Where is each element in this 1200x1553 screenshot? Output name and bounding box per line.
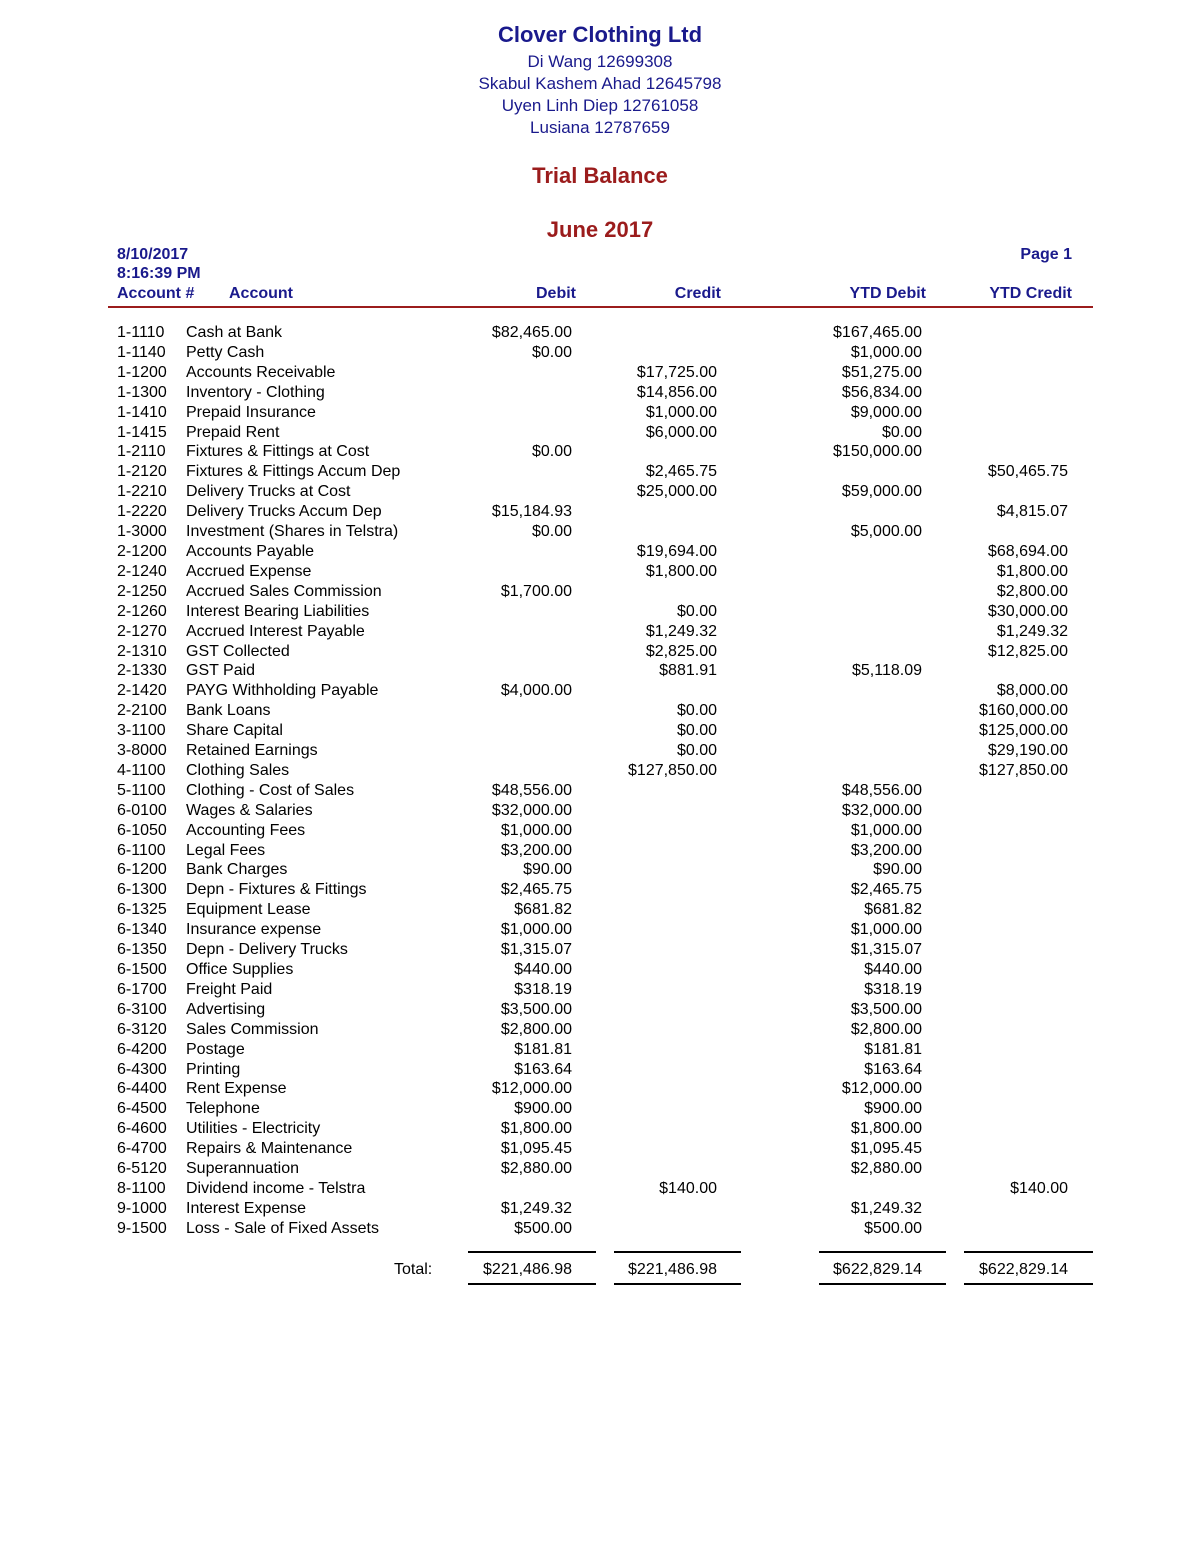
ytd-debit-value: $1,000.00 — [850, 821, 922, 839]
account-rows — [0, 323, 1200, 1239]
account-number: 1-1140 — [117, 343, 166, 361]
ytd-credit-value: $2,800.00 — [996, 582, 1068, 600]
account-number: 6-1500 — [117, 961, 167, 978]
debit-value: $12,000.00 — [491, 1080, 572, 1098]
ytd-debit-value: $56,834.00 — [841, 383, 922, 401]
account-name: Dividend income - Telstra — [186, 1179, 366, 1197]
total-ytd-debit: $622,829.14 — [833, 1261, 922, 1278]
column-header-account-no: Account # — [117, 285, 195, 302]
ytd-debit-value: $2,465.75 — [850, 881, 922, 899]
table-row — [0, 1020, 1200, 1040]
credit-value: $2,825.00 — [645, 642, 717, 660]
ytd-credit-value: $12,825.00 — [987, 642, 1068, 660]
account-number: 6-4300 — [117, 1060, 167, 1078]
total-underline-ytd-credit — [964, 1283, 1093, 1285]
account-number: 3-1100 — [117, 722, 166, 740]
account-name: Prepaid Rent — [186, 423, 280, 441]
account-number: 2-1270 — [117, 622, 167, 640]
account-number: 4-1100 — [117, 761, 166, 779]
debit-value: $1,315.07 — [500, 941, 572, 959]
column-header-account: Account — [229, 285, 293, 302]
debit-value: $681.82 — [514, 901, 572, 919]
table-row — [0, 1119, 1200, 1139]
account-name: Accounts Receivable — [186, 363, 336, 381]
debit-value: $2,465.75 — [500, 881, 572, 899]
ytd-debit-value: $500.00 — [864, 1219, 922, 1237]
account-number: 1-1300 — [117, 383, 167, 401]
account-number: 1-1415 — [117, 423, 167, 441]
ytd-credit-value: $1,800.00 — [996, 562, 1068, 580]
account-number: 2-1310 — [117, 642, 167, 660]
debit-value: $3,200.00 — [500, 841, 572, 859]
table-row — [0, 1139, 1200, 1159]
table-row — [0, 403, 1200, 423]
account-name: Retained Earnings — [186, 742, 318, 760]
account-number: 5-1100 — [117, 781, 166, 799]
ytd-debit-value: $9,000.00 — [850, 403, 922, 421]
account-number: 6-1350 — [117, 941, 167, 959]
ytd-debit-value: $48,556.00 — [841, 781, 922, 799]
column-header-credit: Credit — [674, 285, 721, 302]
table-row — [0, 323, 1200, 343]
ytd-debit-value: $150,000.00 — [833, 443, 922, 461]
account-name: Interest Expense — [186, 1199, 307, 1217]
total-line-ytd-debit — [819, 1251, 946, 1253]
account-number: 8-1100 — [117, 1179, 166, 1197]
account-name: Superannuation — [186, 1160, 299, 1178]
account-name: Bank Loans — [186, 702, 271, 720]
account-name: Rent Expense — [186, 1080, 287, 1098]
total-ytd-credit: $622,829.14 — [979, 1261, 1068, 1278]
account-name: Loss - Sale of Fixed Assets — [186, 1219, 379, 1237]
ytd-debit-value: $90.00 — [873, 861, 922, 879]
table-row — [0, 880, 1200, 900]
account-name: Insurance expense — [186, 921, 322, 939]
total-underline-debit — [468, 1283, 596, 1285]
account-name: Advertising — [186, 1000, 266, 1018]
ytd-debit-value: $3,500.00 — [850, 1000, 922, 1018]
account-number: 1-2220 — [117, 503, 167, 521]
account-name: Bank Charges — [186, 861, 288, 879]
credit-value: $127,850.00 — [628, 761, 717, 779]
debit-value: $4,000.00 — [500, 682, 572, 700]
ytd-debit-value: $1,800.00 — [850, 1120, 922, 1138]
table-row — [0, 1099, 1200, 1119]
ytd-credit-value: $1,249.32 — [996, 622, 1068, 640]
table-row — [0, 343, 1200, 363]
account-number: 2-2100 — [117, 702, 167, 720]
table-row — [0, 920, 1200, 940]
account-number: 6-3100 — [117, 1000, 167, 1018]
account-number: 1-2110 — [117, 443, 166, 461]
account-name: Accrued Sales Commission — [186, 582, 382, 600]
account-number: 2-1200 — [117, 542, 167, 560]
total-underline-credit — [614, 1283, 741, 1285]
table-row — [0, 1060, 1200, 1080]
ytd-debit-value: $51,275.00 — [841, 363, 922, 381]
account-number: 6-4600 — [117, 1120, 167, 1138]
credit-value: $14,856.00 — [636, 383, 717, 401]
ytd-debit-value: $1,000.00 — [850, 921, 922, 939]
debit-value: $2,880.00 — [500, 1160, 572, 1178]
account-number: 6-1340 — [117, 921, 167, 939]
account-name: PAYG Withholding Payable — [186, 682, 379, 700]
table-row — [0, 582, 1200, 602]
account-number: 2-1330 — [117, 662, 167, 680]
report-time: 8:16:39 PM — [117, 265, 201, 282]
table-row — [0, 801, 1200, 821]
table-row — [0, 841, 1200, 861]
debit-value: $48,556.00 — [491, 781, 572, 799]
account-name: GST Collected — [186, 642, 290, 660]
account-name: GST Paid — [186, 662, 256, 680]
report-date: 8/10/2017 — [117, 246, 189, 263]
debit-value: $1,000.00 — [500, 921, 572, 939]
account-number: 6-4500 — [117, 1100, 167, 1118]
ytd-debit-value: $0.00 — [881, 423, 922, 441]
account-number: 1-1110 — [117, 324, 165, 341]
account-name: Cash at Bank — [186, 324, 283, 341]
account-name: Office Supplies — [186, 961, 294, 978]
total-debit: $221,486.98 — [483, 1261, 572, 1278]
total-label: Total: — [394, 1261, 433, 1278]
account-name: Prepaid Insurance — [186, 403, 316, 421]
ytd-credit-value: $8,000.00 — [996, 682, 1068, 700]
account-name: Depn - Delivery Trucks — [186, 941, 348, 959]
debit-value: $181.81 — [514, 1040, 572, 1058]
debit-value: $15,184.93 — [491, 503, 572, 521]
debit-value: $32,000.00 — [491, 801, 572, 819]
debit-value: $440.00 — [514, 961, 572, 978]
table-row — [0, 821, 1200, 841]
credit-value: $1,000.00 — [645, 403, 717, 421]
ytd-credit-value: $125,000.00 — [979, 722, 1068, 740]
table-row — [0, 363, 1200, 383]
ytd-debit-value: $1,095.45 — [850, 1140, 922, 1158]
debit-value: $0.00 — [531, 523, 572, 541]
ytd-debit-value: $32,000.00 — [841, 801, 922, 819]
account-name: Share Capital — [186, 722, 283, 740]
table-row — [0, 1040, 1200, 1060]
credit-value: $140.00 — [659, 1179, 717, 1197]
account-number: 1-3000 — [117, 523, 167, 541]
table-row — [0, 1219, 1200, 1239]
account-name: Inventory - Clothing — [186, 383, 325, 401]
ytd-credit-value: $4,815.07 — [996, 503, 1068, 521]
account-name: Fixtures & Fittings Accum Dep — [186, 463, 401, 481]
debit-value: $1,249.32 — [500, 1199, 572, 1217]
table-row — [0, 741, 1200, 761]
member-line: Uyen Linh Diep 12761058 — [501, 96, 699, 115]
account-number: 6-4700 — [117, 1140, 167, 1158]
account-name: Utilities - Electricity — [186, 1120, 321, 1138]
table-row — [0, 622, 1200, 642]
debit-value: $2,800.00 — [500, 1020, 572, 1038]
ytd-credit-value: $127,850.00 — [979, 761, 1068, 779]
account-number: 6-4400 — [117, 1080, 167, 1098]
account-name: Accrued Interest Payable — [186, 622, 365, 640]
debit-value: $82,465.00 — [491, 324, 572, 341]
member-line: Lusiana 12787659 — [530, 118, 670, 137]
account-number: 1-1410 — [117, 403, 167, 421]
account-name: Repairs & Maintenance — [186, 1140, 353, 1158]
credit-value: $2,465.75 — [645, 463, 717, 481]
account-number: 6-0100 — [117, 801, 167, 819]
table-row — [0, 761, 1200, 781]
ytd-debit-value: $181.81 — [864, 1040, 922, 1058]
account-number: 6-4200 — [117, 1040, 167, 1058]
credit-value: $25,000.00 — [636, 483, 717, 501]
account-number: 6-5120 — [117, 1160, 167, 1178]
account-number: 6-1300 — [117, 881, 167, 899]
table-row — [0, 781, 1200, 801]
account-number: 6-1100 — [117, 841, 166, 859]
account-number: 6-3120 — [117, 1020, 167, 1038]
account-name: Fixtures & Fittings at Cost — [186, 443, 370, 461]
table-row — [0, 442, 1200, 462]
table-row — [0, 642, 1200, 662]
total-line-ytd-credit — [964, 1251, 1093, 1253]
table-row — [0, 1000, 1200, 1020]
ytd-debit-value: $59,000.00 — [841, 483, 922, 501]
credit-value: $1,249.32 — [645, 622, 717, 640]
account-number: 1-2120 — [117, 463, 167, 481]
account-name: Postage — [186, 1040, 245, 1058]
credit-value: $17,725.00 — [636, 363, 717, 381]
ytd-credit-value: $30,000.00 — [987, 602, 1068, 620]
table-row — [0, 1199, 1200, 1219]
account-number: 2-1250 — [117, 582, 167, 600]
account-name: Petty Cash — [186, 343, 265, 361]
debit-value: $3,500.00 — [500, 1000, 572, 1018]
report-title: Trial Balance — [532, 163, 668, 188]
debit-value: $0.00 — [531, 443, 572, 461]
ytd-debit-value: $1,000.00 — [850, 343, 922, 361]
credit-value: $19,694.00 — [636, 542, 717, 560]
account-number: 1-1200 — [117, 363, 167, 381]
account-name: Accrued Expense — [186, 562, 312, 580]
member-line: Di Wang 12699308 — [527, 52, 673, 71]
total-underline-ytd-debit — [819, 1283, 946, 1285]
debit-value: $318.19 — [514, 980, 572, 998]
table-row — [0, 681, 1200, 701]
table-row — [0, 462, 1200, 482]
ytd-debit-value: $5,000.00 — [850, 523, 922, 541]
debit-value: $1,700.00 — [500, 582, 572, 600]
debit-value: $500.00 — [514, 1219, 572, 1237]
account-number: 6-1200 — [117, 861, 167, 879]
account-name: Accounting Fees — [186, 821, 306, 839]
account-name: Accounts Payable — [186, 542, 315, 560]
table-row — [0, 542, 1200, 562]
table-row — [0, 423, 1200, 443]
ytd-debit-value: $12,000.00 — [841, 1080, 922, 1098]
ytd-debit-value: $1,315.07 — [850, 941, 922, 959]
ytd-debit-value: $681.82 — [864, 901, 922, 919]
table-row — [0, 1179, 1200, 1199]
ytd-debit-value: $440.00 — [864, 961, 922, 978]
ytd-debit-value: $167,465.00 — [833, 324, 922, 341]
account-name: Legal Fees — [186, 841, 266, 859]
member-line: Skabul Kashem Ahad 12645798 — [478, 74, 722, 93]
credit-value: $0.00 — [676, 702, 717, 720]
table-row — [0, 383, 1200, 403]
debit-value: $163.64 — [514, 1060, 572, 1078]
credit-value: $6,000.00 — [645, 423, 717, 441]
account-number: 2-1420 — [117, 682, 167, 700]
debit-value: $90.00 — [523, 861, 572, 879]
total-line-debit — [468, 1251, 596, 1253]
table-row — [0, 522, 1200, 542]
account-name: Delivery Trucks at Cost — [186, 483, 351, 501]
table-row — [0, 860, 1200, 880]
account-name: Depn - Fixtures & Fittings — [186, 881, 367, 899]
credit-value: $881.91 — [659, 662, 717, 680]
account-number: 6-1325 — [117, 901, 167, 919]
account-name: Equipment Lease — [186, 901, 311, 919]
ytd-credit-value: $160,000.00 — [979, 702, 1068, 720]
account-name: Sales Commission — [186, 1020, 319, 1038]
column-header-ytd-credit: YTD Credit — [989, 285, 1072, 302]
account-name: Telephone — [186, 1100, 260, 1118]
debit-value: $1,800.00 — [500, 1120, 572, 1138]
account-number: 9-1000 — [117, 1199, 167, 1217]
account-number: 6-1700 — [117, 980, 167, 998]
ytd-debit-value: $2,880.00 — [850, 1160, 922, 1178]
table-row — [0, 980, 1200, 1000]
credit-value: $0.00 — [676, 742, 717, 760]
table-row — [0, 1079, 1200, 1099]
credit-value: $1,800.00 — [645, 562, 717, 580]
credit-value: $0.00 — [676, 602, 717, 620]
account-number: 2-1260 — [117, 602, 167, 620]
total-line-credit — [614, 1251, 741, 1253]
ytd-credit-value: $29,190.00 — [987, 742, 1068, 760]
account-number: 2-1240 — [117, 562, 167, 580]
ytd-debit-value: $3,200.00 — [850, 841, 922, 859]
table-row — [0, 502, 1200, 522]
account-number: 3-8000 — [117, 742, 167, 760]
ytd-debit-value: $318.19 — [864, 980, 922, 998]
account-name: Clothing Sales — [186, 761, 290, 779]
account-number: 6-1050 — [117, 821, 167, 839]
table-row — [0, 1159, 1200, 1179]
ytd-debit-value: $5,118.09 — [852, 662, 922, 680]
table-row — [0, 960, 1200, 980]
page-number: Page 1 — [1020, 246, 1072, 263]
table-row — [0, 602, 1200, 622]
column-header-ytd-debit: YTD Debit — [849, 285, 926, 302]
debit-value: $0.00 — [531, 343, 572, 361]
table-row — [0, 701, 1200, 721]
column-header-debit: Debit — [536, 285, 576, 302]
ytd-debit-value: $163.64 — [864, 1060, 922, 1078]
ytd-debit-value: $2,800.00 — [850, 1020, 922, 1038]
account-number: 9-1500 — [117, 1219, 167, 1237]
table-row — [0, 900, 1200, 920]
account-name: Freight Paid — [186, 980, 273, 998]
debit-value: $900.00 — [514, 1100, 572, 1118]
header-divider — [108, 306, 1093, 308]
table-row — [0, 661, 1200, 681]
ytd-credit-value: $50,465.75 — [987, 463, 1068, 481]
total-credit: $221,486.98 — [628, 1261, 717, 1278]
table-row — [0, 721, 1200, 741]
account-name: Delivery Trucks Accum Dep — [186, 503, 382, 521]
table-row — [0, 940, 1200, 960]
debit-value: $1,000.00 — [500, 821, 572, 839]
ytd-credit-value: $68,694.00 — [987, 542, 1068, 560]
ytd-credit-value: $140.00 — [1010, 1179, 1068, 1197]
account-name: Wages & Salaries — [186, 801, 313, 819]
credit-value: $0.00 — [676, 722, 717, 740]
company-name: Clover Clothing Ltd — [497, 22, 703, 47]
account-name: Interest Bearing Liabilities — [186, 602, 370, 620]
table-row — [0, 482, 1200, 502]
account-name: Clothing - Cost of Sales — [186, 781, 355, 799]
ytd-debit-value: $900.00 — [864, 1100, 922, 1118]
debit-value: $1,095.45 — [500, 1140, 572, 1158]
account-number: 1-2210 — [117, 483, 167, 501]
account-name: Investment (Shares in Telstra) — [186, 523, 399, 541]
table-row — [0, 562, 1200, 582]
report-period: June 2017 — [546, 217, 654, 242]
ytd-debit-value: $1,249.32 — [850, 1199, 922, 1217]
account-name: Printing — [186, 1060, 241, 1078]
